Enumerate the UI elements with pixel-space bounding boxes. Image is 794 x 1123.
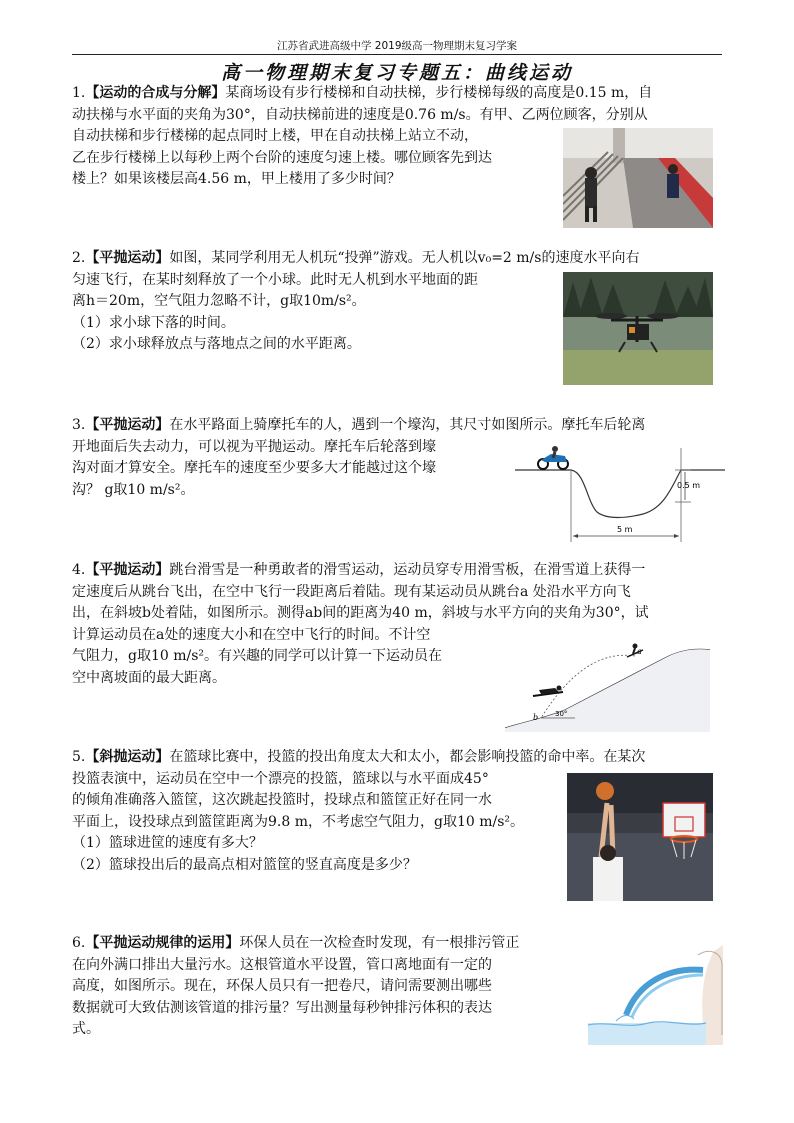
question-text: 跳台滑雪是一种勇敢者的滑雪运动，运动员穿专用滑雪板，在滑雪道上获得一: [169, 562, 646, 578]
escalator-photo: [563, 128, 713, 228]
sub-question: （2）篮球投出后的最高点相对篮筐的竖直高度是多少？: [72, 856, 417, 873]
question-tag: 【平抛运动】: [85, 417, 170, 433]
question-text: 在水平路面上骑摩托车的人，遇到一个壕沟，其尺寸如图所示。摩托车后轮离: [169, 417, 646, 433]
question-number: 2.: [72, 250, 86, 266]
drain-pipe-diagram: [588, 945, 723, 1045]
ski-jump-diagram: [505, 640, 710, 732]
slope-angle-label: 30°: [555, 710, 568, 718]
question-number: 6.: [72, 935, 86, 951]
question-text: 如图，某同学利用无人机玩“投弹”游戏。无人机以v₀=2 m/s的速度水平向右: [169, 250, 640, 266]
question-number: 5.: [72, 749, 86, 765]
question-text: 的倾角准确落入篮筐，这次跳起投篮时，投球点和篮筐正好在同一水: [72, 792, 492, 808]
sub-question: （1）求小球下落的时间。: [72, 314, 235, 331]
question-6: [72, 933, 519, 1041]
question-text: 平面上，设投球点到篮筐距离为9.8 m，不考虑空气阻力，g取10 m/s²。: [72, 813, 525, 830]
question-line: [72, 415, 645, 437]
question-text: 开地面后失去动力，可以视为平抛运动。摩托车后轮落到壕: [72, 438, 436, 455]
question-text: 楼上？如果该楼层高4.56 m，甲上楼用了多少时间？: [72, 171, 401, 187]
ditch-diagram: [515, 442, 725, 542]
sub-question: （1）篮球进筐的速度有多大？: [72, 835, 263, 851]
question-2: [72, 248, 639, 356]
page-title: 高一物理期末复习专题五：曲线运动: [220, 62, 573, 84]
question-text: 式。: [72, 1021, 100, 1037]
question-text: 某商场设有步行楼梯和自动扶梯，步行楼梯每级的高度是0.15 m，自: [225, 85, 653, 101]
question-5: [72, 747, 645, 876]
question-text: 定速度后从跳台飞出，在空中飞行一段距离后着陆。现有某运动员从跳台a 处沿水平方向飞: [72, 583, 631, 600]
question-line: [72, 933, 519, 955]
question-text: 沟？ g取10 m/s²。: [72, 481, 195, 498]
question-number: 1.: [72, 85, 86, 101]
question-text: 数据就可大致估测该管道的排污量？写出测量每秒钟排污体积的表达: [72, 999, 492, 1016]
basketball-photo: [567, 773, 713, 901]
question-text: 空中离坡面的最大距离。: [72, 669, 226, 686]
question-tag: 【平抛运动】: [85, 250, 170, 266]
question-tag: 【平抛运动】: [85, 562, 170, 578]
question-text: 在篮球比赛中，投篮的投出角度太大和太小，都会影响投篮的命中率。在某次: [169, 749, 646, 765]
question-text: 投篮表演中，运动员在空中一个漂亮的投篮，篮球以与水平面成45°: [72, 770, 489, 787]
question-line: [72, 560, 649, 582]
question-number: 4.: [72, 562, 86, 578]
question-text: 出，在斜坡b处着陆，如图所示。测得ab间的距离为40 m，斜坡与水平方向的夹角为30°，试: [72, 605, 649, 621]
question-tag: 【斜抛运动】: [85, 749, 170, 765]
question-text: 在向外满口排出大量污水。这根管道水平设置，管口离地面有一定的: [72, 956, 492, 973]
question-text: 离h＝20m，空气阻力忽略不计，g取10m/s²。: [72, 293, 366, 309]
ditch-width-label: 5 m: [617, 525, 633, 534]
question-text: 匀速飞行，在某时刻释放了一个小球。此时无人机到水平地面的距: [72, 271, 478, 288]
ski-jumper-icon: [533, 686, 563, 697]
question-text: 沟对面才算安全。摩托车的速度至少要多大才能越过这个壕: [72, 460, 436, 476]
ditch-depth-label: 0.5 m: [677, 481, 701, 490]
drone-photo: [563, 272, 713, 385]
sub-question: （2）求小球释放点与落地点之间的水平距离。: [72, 336, 361, 352]
question-text: 环保人员在一次检查时发现，有一根排污管正: [239, 935, 520, 951]
point-b-label: b: [533, 713, 539, 722]
question-text: 高度，如图所示。现在，环保人员只有一把卷尺，请问需要测出哪些: [72, 978, 492, 994]
question-line: [72, 248, 639, 270]
question-line: [72, 83, 652, 105]
motorcycle-icon: [538, 446, 568, 469]
question-text: 气阻力，g取10 m/s²。有兴趣的同学可以计算一下运动员在: [72, 648, 443, 664]
question-text: 乙在步行楼梯上以每秒上两个台阶的速度匀速上楼。哪位顾客先到达: [72, 149, 492, 166]
question-text: 计算运动员在a处的速度大小和在空中飞行的时间。不计空: [72, 626, 431, 643]
question-text: 自动扶梯和步行楼梯的起点同时上楼，甲在自动扶梯上站立不动，: [72, 128, 478, 144]
question-text: 动扶梯与水平面的夹角为30°，自动扶梯前进的速度是0.76 m/s。有甲、乙两位顾客，分别从: [72, 106, 648, 123]
question-tag: 【平抛运动规律的运用】: [85, 935, 240, 951]
question-number: 3.: [72, 417, 86, 433]
header-divider: [72, 54, 722, 55]
question-tag: 【运动的合成与分解】: [85, 85, 226, 101]
question-line: [72, 747, 645, 769]
school-header: 江苏省武进高级中学 2019级高一物理期末复习学案: [276, 40, 518, 52]
